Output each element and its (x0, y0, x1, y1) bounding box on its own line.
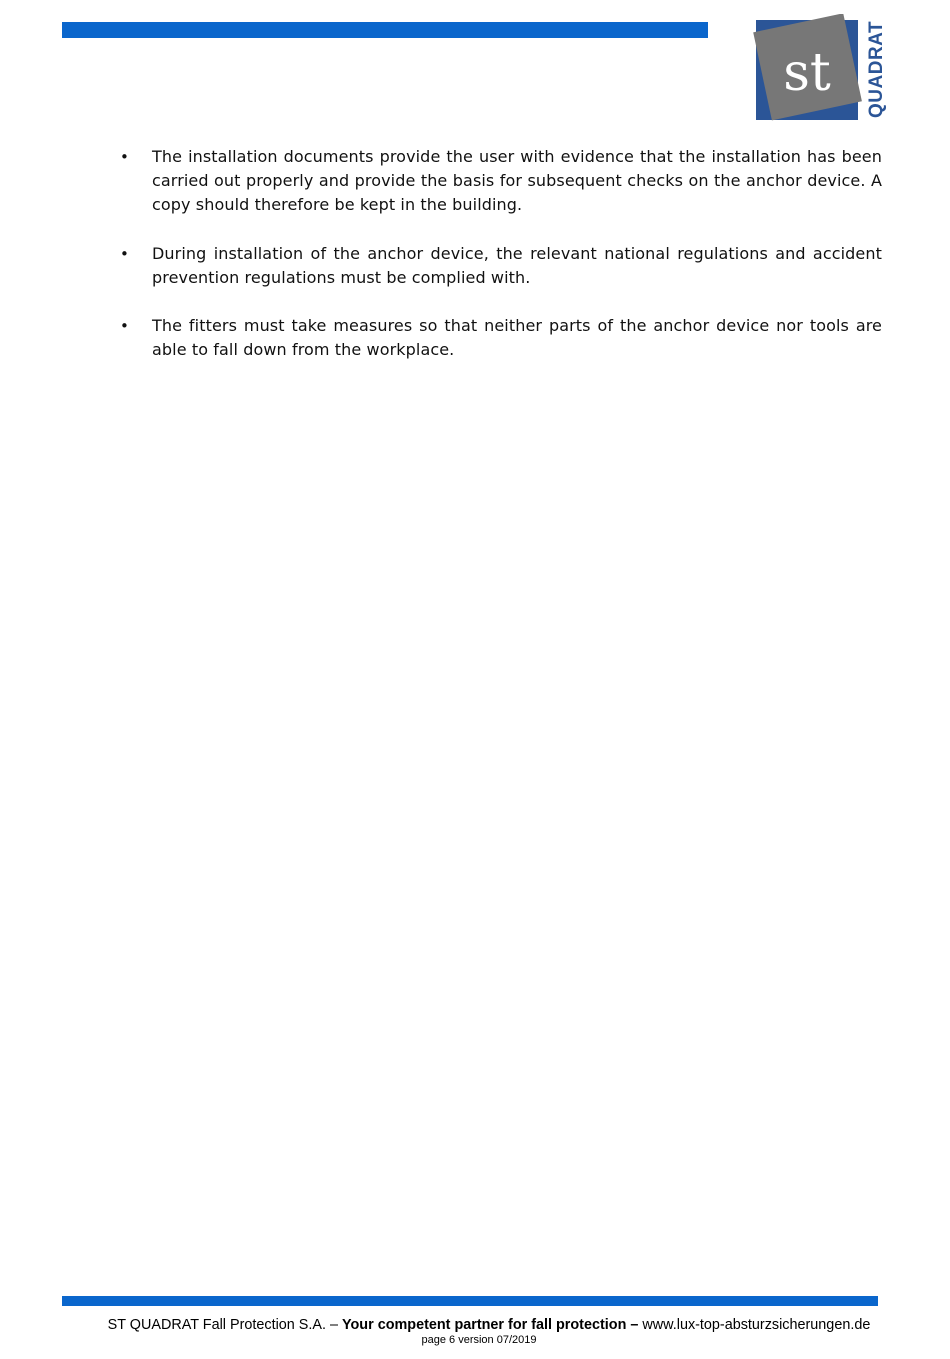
bullet-dot: • (120, 148, 129, 166)
header-accent-bar (62, 22, 708, 38)
bullet-item (116, 242, 882, 290)
footer-page-info: page 6 version 07/2019 (421, 1334, 537, 1346)
bullet-text: The installation documents provide the user with evidence that the installation has been carried out properly and provide the basis for subsequent checks on the anchor device. A copy should therefore be kept in the building. (152, 147, 882, 215)
footer-website: www.lux-top-absturzsicherungen.de (642, 1317, 871, 1333)
st-quadrat-logo (752, 14, 888, 124)
bullet-dot: • (120, 244, 129, 263)
bullet-item (116, 314, 882, 362)
bullet-item (116, 145, 882, 218)
footer-company: ST QUADRAT Fall Protection S.A. – (107, 1317, 338, 1333)
footer-accent-bar (62, 1296, 878, 1306)
bullet-text: During installation of the anchor device, the relevant national regulations and accident prevention regulations must be complied with. (152, 243, 882, 287)
footer-company-line (0, 1316, 950, 1334)
logo-word: QUADRAT (866, 20, 887, 118)
page-footer (0, 1316, 950, 1347)
footer-tagline: Your competent partner for fall protection – (341, 1317, 639, 1333)
bullet-text: The fitters must take measures so that neither parts of the anchor device nor tools are able to fall down from the workplace. (152, 316, 882, 360)
body-content (116, 145, 882, 386)
bullet-dot: • (120, 317, 129, 336)
logo-letters: st (783, 43, 831, 103)
